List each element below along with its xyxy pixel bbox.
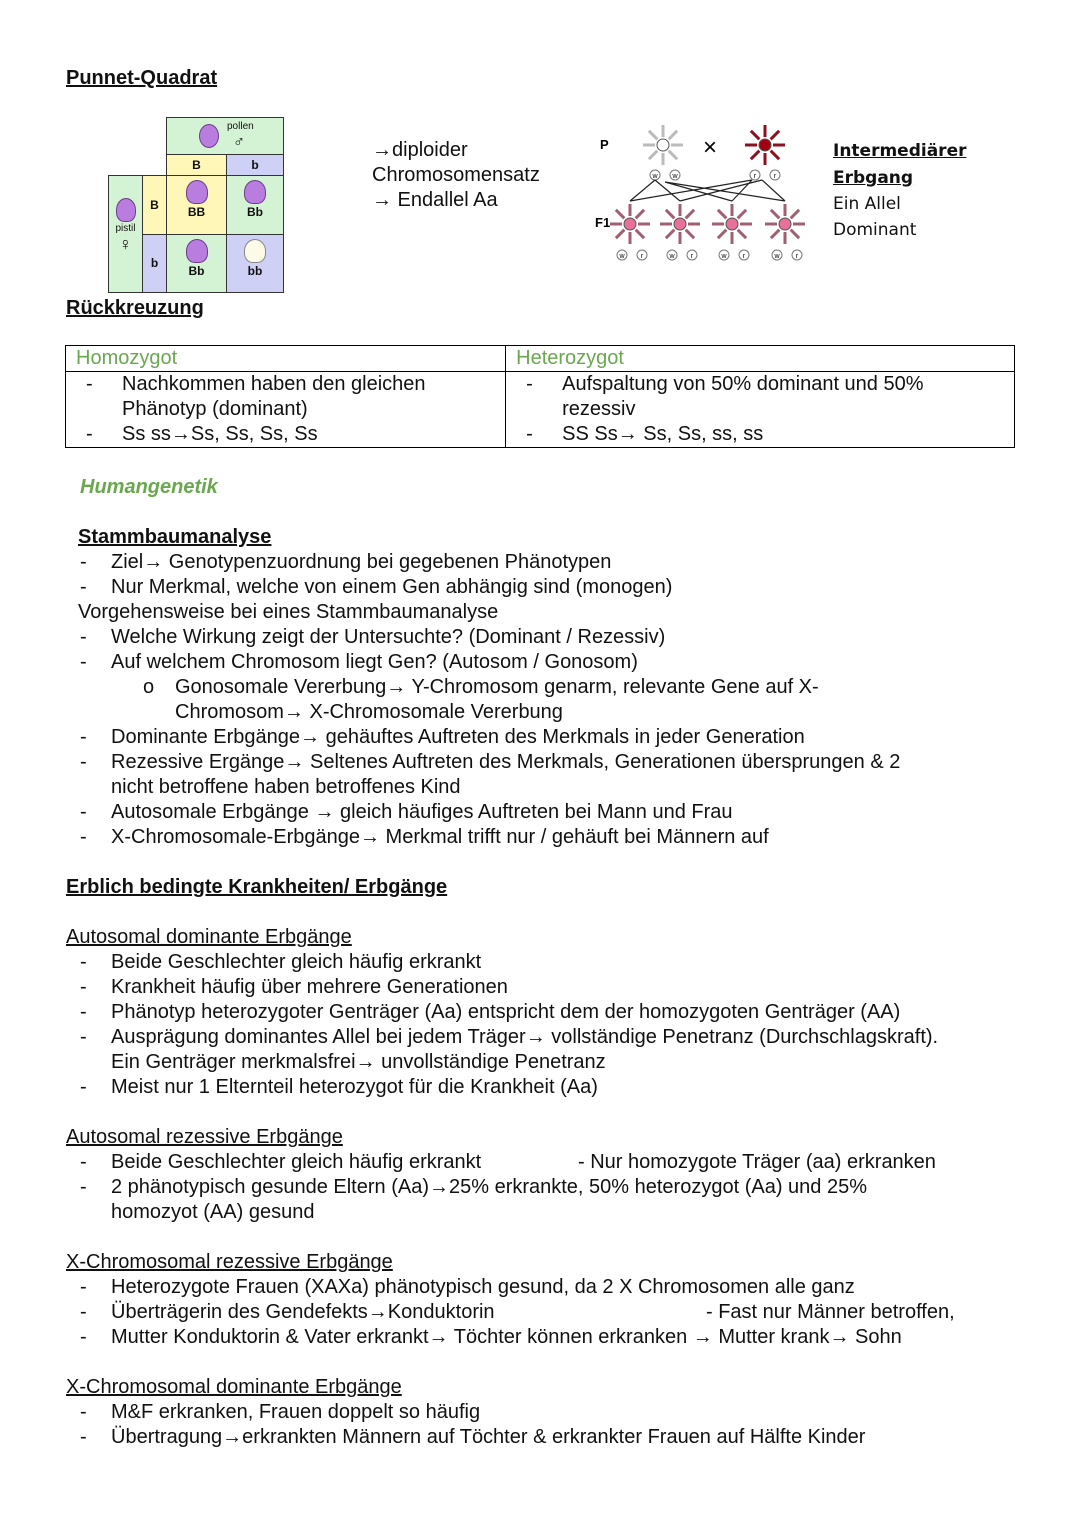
heading-rueckkreuzung: Rückkreuzung — [66, 297, 204, 319]
allele-label: w — [721, 253, 727, 260]
intermediate-title: Erbgang — [833, 168, 914, 188]
subheading: X-Chromosomal rezessive Erbgänge — [66, 1251, 393, 1273]
bullet: - — [80, 826, 87, 848]
intermediate-note: Dominant — [833, 220, 917, 240]
intermediate-title: Intermediärer — [833, 141, 967, 161]
flower-icon — [660, 204, 700, 244]
circle-bullet: o — [143, 676, 155, 698]
header-heterozygot: Heterozygot — [506, 346, 1015, 372]
bullet: - — [80, 1001, 87, 1023]
allele-label: w — [652, 173, 658, 180]
bullet: - — [80, 651, 87, 673]
bullet-text: rezessiv — [562, 398, 636, 420]
pistil-label: pistil — [115, 223, 136, 234]
list-item: Nur Merkmal, welche von einem Gen abhängig sind (monogen) — [111, 576, 673, 598]
list-item: Überträgerin des Gendefekts→Konduktorin — [111, 1301, 495, 1323]
allele-lines — [630, 180, 785, 201]
list-item: Auf welchem Chromosom liegt Gen? (Autosom / Gonosom) — [111, 651, 638, 673]
list-item: Rezessive Ergänge→ Seltenes Auftreten des Merkmals, Generationen übersprungen & 2 — [111, 751, 901, 773]
allele-label: r — [690, 253, 694, 260]
list-item: Ein Genträger merkmalsfrei→ unvollständige Penetranz — [111, 1051, 606, 1073]
heading-stammbaum: Stammbaumanalyse — [78, 526, 272, 548]
heading-humangenetik: Humangenetik — [80, 476, 218, 498]
note-line: → Endallel Aa — [372, 189, 498, 211]
list-item: X-Chromosomale-Erbgänge→ Merkmal trifft nur / gehäuft bei Männern auf — [111, 826, 769, 848]
bullet-text: Aufspaltung von 50% dominant und 50% — [562, 373, 924, 395]
female-symbol-icon: ♀ — [118, 234, 133, 254]
genotype-cell — [226, 234, 284, 293]
list-item: Heterozygote Frauen (XAXa) phänotypisch gesund, da 2 X Chromosomen alle ganz — [111, 1276, 855, 1298]
bullet: - — [80, 1426, 87, 1448]
list-item: M&F erkranken, Frauen doppelt so häufig — [111, 1401, 481, 1423]
flower-icon — [116, 198, 136, 222]
list-item: - Fast nur Männer betroffen, — [706, 1301, 955, 1323]
flower-icon — [712, 204, 752, 244]
flower-icon — [765, 204, 805, 244]
bullet: - — [80, 626, 87, 648]
list-item: Übertragung→erkrankten Männern auf Töchter & erkrankter Frauen auf Hälfte Kinder — [111, 1426, 866, 1448]
list-item: - Nur homozygote Träger (aa) erkranken — [578, 1151, 936, 1173]
intermediate-note: Ein Allel — [833, 194, 901, 214]
list-item: Beide Geschlechter gleich häufig erkrankt — [111, 951, 482, 973]
bullet: - — [80, 1151, 87, 1173]
flower-icon — [610, 204, 650, 244]
bullet-text: Ss ss→Ss, Ss, Ss, Ss — [122, 423, 318, 445]
subheading: Autosomal rezessive Erbgänge — [66, 1126, 343, 1148]
white-flower-icon — [244, 239, 266, 263]
bullet-text: SS Ss→ Ss, Ss, ss, ss — [562, 423, 764, 445]
bullet: - — [80, 576, 87, 598]
bullet: - — [80, 1076, 87, 1098]
col-allele: b — [226, 154, 284, 176]
allele-label: r — [753, 173, 757, 180]
male-symbol-icon: ♂ — [233, 134, 245, 151]
bullet: - — [80, 1326, 87, 1348]
bullet: - — [80, 951, 87, 973]
flower-icon — [186, 239, 208, 263]
allele-label: w — [619, 253, 625, 260]
bullet: - — [80, 726, 87, 748]
list-item: nicht betroffene haben betroffenes Kind — [111, 776, 461, 798]
intermediate-cross-diagram — [590, 120, 820, 270]
bullet: - — [80, 551, 87, 573]
flower-icon — [199, 124, 219, 148]
bullet: - — [80, 801, 87, 823]
col-allele: B — [166, 154, 227, 176]
pollen-label: pollen — [227, 121, 254, 132]
subheading: Autosomal dominante Erbgänge — [66, 926, 352, 948]
row-allele: B — [142, 175, 167, 235]
p-generation-label: P — [600, 137, 609, 152]
header-homozygot: Homozygot — [66, 346, 506, 372]
rueckkreuzung-table — [65, 345, 1015, 448]
bullet: - — [80, 1401, 87, 1423]
bullet-text: Nachkommen haben den gleichen — [122, 373, 426, 395]
genotype-label: BB — [187, 205, 206, 219]
list-item: Dominante Erbgänge→ gehäuftes Auftreten des Merkmals in jeder Generation — [111, 726, 805, 748]
list-item: Krankheit häufig über mehrere Generationen — [111, 976, 508, 998]
heading-erbgaenge: Erblich bedingte Krankheiten/ Erbgänge — [66, 876, 448, 898]
genotype-cell — [226, 175, 284, 235]
list-item: 2 phänotypisch gesunde Eltern (Aa)→25% erkrankte, 50% heterozygot (Aa) und 25% — [111, 1176, 867, 1198]
cross-symbol: × — [703, 134, 718, 161]
list-item: Ziel→ Genotypenzuordnung bei gegebenen Phänotypen — [111, 551, 612, 573]
subheading: X-Chromosomal dominante Erbgänge — [66, 1376, 402, 1398]
bullet: - — [526, 423, 533, 445]
list-item: Mutter Konduktorin & Vater erkrankt→ Töchter können erkranken → Mutter krank→ Sohn — [111, 1326, 902, 1348]
bullet: - — [80, 1026, 87, 1048]
allele-label: r — [773, 173, 777, 180]
list-item: Beide Geschlechter gleich häufig erkrankt — [111, 1151, 482, 1173]
genotype-label: bb — [247, 264, 263, 278]
list-item: Autosomale Erbgänge → gleich häufiges Auftreten bei Mann und Frau — [111, 801, 733, 823]
f1-generation-label: F1 — [595, 215, 611, 230]
bullet: - — [80, 976, 87, 998]
flower-icon — [643, 125, 683, 165]
flower-icon — [244, 180, 266, 204]
list-item: Welche Wirkung zeigt der Untersuchte? (Dominant / Rezessiv) — [111, 626, 666, 648]
list-item: Ausprägung dominantes Allel bei jedem Träger→ vollständige Penetranz (Durchschlagskraft). — [111, 1026, 939, 1048]
list-item: Gonosomale Vererbung→ Y-Chromosom genarm, relevante Gene auf X- — [175, 676, 819, 698]
bullet: - — [86, 423, 93, 445]
heading-punnet: Punnet-Quadrat — [66, 67, 218, 89]
note-line: Chromosomensatz — [372, 164, 540, 186]
flower-icon — [745, 125, 785, 165]
heterozygot-cell — [506, 372, 1015, 448]
list-item: Chromosom→ X-Chromosomale Vererbung — [175, 701, 563, 723]
allele-label: w — [669, 253, 675, 260]
allele-label: w — [672, 173, 678, 180]
list-item: Phänotyp heterozygoter Genträger (Aa) entspricht dem der homozygoten Genträger (AA) — [111, 1001, 901, 1023]
allele-label: r — [742, 253, 746, 260]
list-item: Vorgehensweise bei eines Stammbaumanalyse — [78, 601, 499, 623]
genotype-label: Bb — [188, 264, 205, 278]
note-line: →diploider — [372, 139, 468, 161]
allele-label: r — [640, 253, 644, 260]
bullet: - — [80, 1276, 87, 1298]
list-item: Meist nur 1 Elternteil heterozygot für die Krankheit (Aa) — [111, 1076, 598, 1098]
bullet: - — [80, 751, 87, 773]
list-item: homozyot (AA) gesund — [111, 1201, 315, 1223]
bullet-text: Phänotyp (dominant) — [122, 398, 308, 420]
row-allele: b — [142, 234, 167, 293]
bullet: - — [86, 373, 93, 395]
genotype-cell — [166, 175, 227, 235]
flower-icon — [186, 180, 208, 204]
allele-label: r — [795, 253, 799, 260]
homozygot-cell — [66, 372, 506, 448]
pollen-cell — [166, 117, 284, 155]
pistil-cell — [108, 175, 143, 293]
genotype-label: Bb — [247, 205, 263, 219]
genotype-cell — [166, 234, 227, 293]
bullet: - — [80, 1176, 87, 1198]
bullet: - — [526, 373, 533, 395]
bullet: - — [80, 1301, 87, 1323]
allele-label: w — [774, 253, 780, 260]
